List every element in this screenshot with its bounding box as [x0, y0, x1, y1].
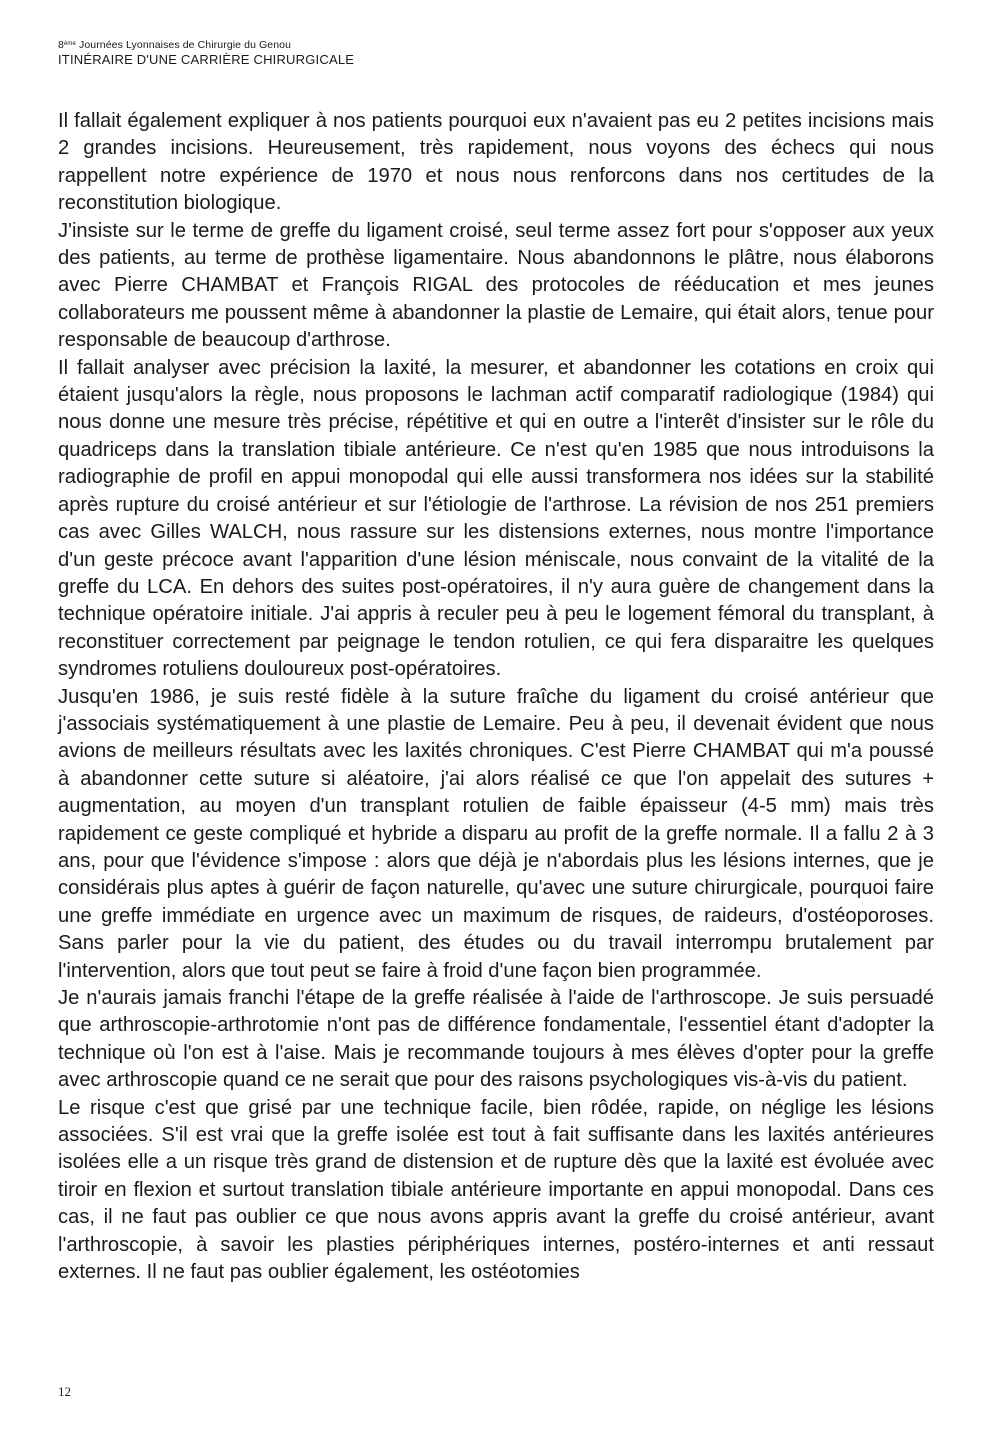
paragraph: Il fallait également expliquer à nos patients pourquoi eux n'avaient pas eu 2 petites incisions mais 2 grandes incisions. Heureusement, très rapidement, nous voyons des échecs qui nous rappellent notre expérience de 1970 et nous nous renforcons dans nos certitudes de la reconstitution biologique.: [58, 110, 934, 215]
paragraph: Il fallait analyser avec précision la laxité, la mesurer, et abandonner les cotations en croix qui étaient jusqu'alors la règle, nous proposons le lachman actif comparatif radiologique (1984) qui nous donne une mesure très précise, répétitive et qui en outre a l'interêt d'insister sur le rôle du quadriceps dans la translation tibiale antérieure. Ce n'est qu'en 1985 que nous introduisons la radiographie de profil en appui monopodal qui elle aussi transformera nos idées sur la stabilité après rupture du croisé antérieur et sur l'étiologie de l'arthrose. La révision de nos 251 premiers cas avec Gilles WALCH, nous rassure sur les distensions externes, nous montre l'importance d'un geste précoce avant l'apparition d'une lésion méniscale, nous convaint de la vitalité de la greffe du LCA. En dehors des suites post-opératoires, il n'y aura guère de changement dans la technique opératoire initiale. J'ai appris à reculer peu à peu le logement fémoral du transplant, à reconstituer correctement par peignage le tendon rotulien, ce qui fera disparaitre les quelques syndromes rotuliens douloureux post-opératoires.: [58, 356, 934, 681]
edition-number: 8: [58, 39, 64, 51]
running-header: [58, 38, 938, 68]
body-text: [58, 108, 934, 1286]
paragraph: Je n'aurais jamais franchi l'étape de la greffe réalisée à l'aide de l'arthroscope. Je suis persuadé que arthroscopie-arthrotomie n'ont pas de différence fondamentale, l'essentiel étant d'adopter la technique où l'on est à l'aise. Mais je recommande toujours à mes élèves d'opter pour la greffe avec arthroscopie quand ce ne serait que pour des raisons psychologiques vis-à-vis du patient.: [58, 987, 934, 1092]
conference-line: [58, 38, 938, 52]
paragraph: Le risque c'est que grisé par une technique facile, bien rôdée, rapide, on néglige les lésions associées. S'il est vrai que la greffe isolée est tout à fait suffisante dans les laxités antérieures isolées elle a un risque très grand de distension et de rupture dès que la laxité est évoluée avec tiroir en flexion et surtout translation tibiale antérieure importante en appui monopodal. Dans ces cas, il ne faut pas oublier ce que nous avons appris avant la greffe du croisé antérieur, avant l'arthroscopie, à savoir les plasties périphériques internes, postéro-internes et anti ressaut externes. Il ne faut pas oublier également, les ostéotomies: [58, 1096, 934, 1284]
page-number: 12: [58, 1384, 71, 1399]
chapter-title: ITINÉRAIRE D'UNE CARRIÈRE CHIRURGICALE: [58, 52, 355, 67]
conference-name: Journées Lyonnaises de Chirurgie du Genou: [78, 39, 292, 51]
paragraph: Jusqu'en 1986, je suis resté fidèle à la suture fraîche du ligament du croisé antérieur que j'associais systématiquement à une plastie de Lemaire. Peu à peu, il devenait évident que nous avions de meilleurs résultats avec les laxités chroniques. C'est Pierre CHAMBAT qui m'a poussé à abandonner cette suture si aléatoire, j'ai alors réalisé ce que l'on appelait des sutures + augmentation, au moyen d'un transplant rotulien de faible épaisseur (4-5 mm) mais très rapidement ce geste compliqué et hybride a disparu au profit de la greffe normale. Il a fallu 2 à 3 ans, pour que l'évidence s'impose : alors que déjà je n'abordais plus les lésions internes, que je considérais plus aptes à guérir de façon naturelle, qu'avec une suture chirurgicale, pourquoi faire une greffe immédiate en urgence avec un maximum de risques, de raideurs, d'ostéoporoses. Sans parler pour la vie du patient, des études ou du travail interrompu brutalement par l'intervention, alors que tout peut se faire à froid d'une façon bien programmée.: [58, 685, 934, 982]
paragraph: J'insiste sur le terme de greffe du ligament croisé, seul terme assez fort pour s'opposer aux yeux des patients, au terme de prothèse ligamentaire. Nous abandonnons le plâtre, nous élaborons avec Pierre CHAMBAT et François RIGAL des protocoles de rééducation et mes jeunes collaborateurs me poussent même à abandonner la plastie de Lemaire, qui était alors, tenue pour responsable de beaucoup d'arthrose.: [58, 219, 934, 352]
edition-suffix: ème: [63, 41, 76, 47]
